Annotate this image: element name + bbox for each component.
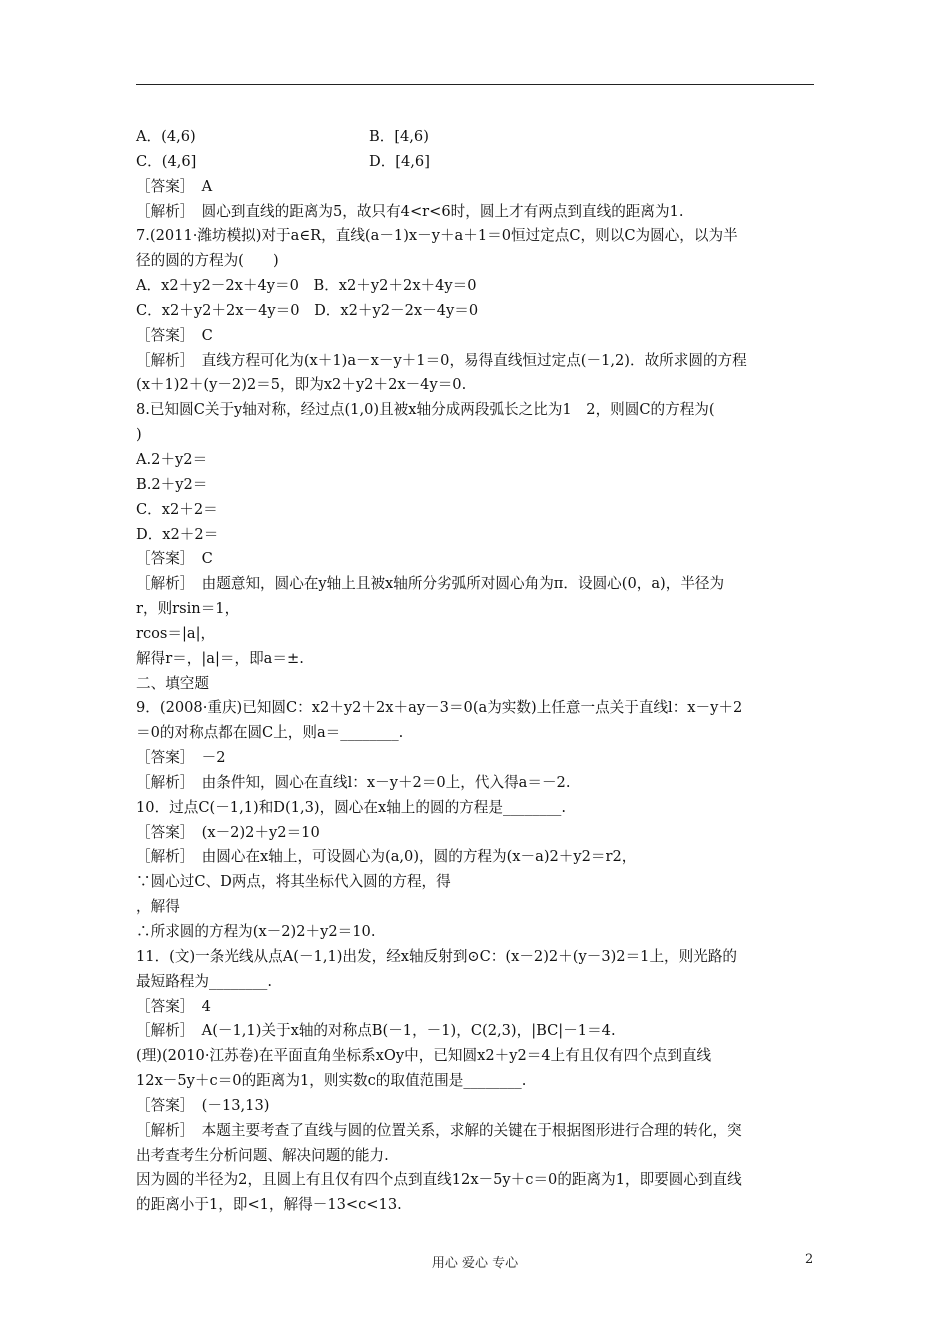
text-line: ，解得 — [136, 898, 180, 916]
text-line: rcos＝|a|， — [136, 624, 216, 642]
text-line: 因为圆的半径为2，且圆上有且仅有四个点到直线12x－5y＋c＝0的距离为1，即要圆心到直线 — [136, 1171, 742, 1189]
text-line: 9．(2008·重庆)已知圆C：x2＋y2＋2x＋ay－3＝0(a为实数)上任意一点关于直线l：x－y＋2 — [136, 699, 743, 717]
text-line: ［答案］ C — [136, 550, 213, 568]
text-line: C．x2＋2＝ — [136, 500, 218, 518]
text-line: ［解析］ A(－1,1)关于x轴的对称点B(－1，－1)，C(2,3)，|BC|－1＝4. — [136, 1022, 616, 1040]
text-line: ［解析］ 由条件知，圆心在直线l：x－y＋2＝0上，代入得a＝－2. — [136, 773, 571, 791]
text-line: r，则rsin＝1， — [136, 600, 240, 618]
text-line: 11．(文)一条光线从点A(－1,1)出发，经x轴反射到⊙C：(x－2)2＋(y－3)2＝1上，则光路的 — [136, 947, 738, 965]
text-line: B.2＋y2＝ — [136, 475, 208, 493]
text-line: ［答案］ (－13,13) — [136, 1096, 270, 1114]
text-line: ) — [136, 426, 142, 444]
text-line: (x＋1)2＋(y－2)2＝5，即为x2＋y2＋2x－4y＝0. — [136, 376, 467, 394]
text-line: D．x2＋2＝ — [136, 525, 219, 543]
text-line: ［解析］ 本题主要考查了直线与圆的位置关系，求解的关键在于根据图形进行合理的转化，突 — [136, 1121, 742, 1139]
text-line: ［解析］ 圆心到直线的距离为5，故只有4<r<6时，圆上才有两点到直线的距离为1. — [136, 202, 684, 220]
option-d: D．[4,6] — [369, 152, 430, 170]
section-heading: 二、填空题 — [136, 674, 209, 692]
text-line: ［解析］ 由圆心在x轴上，可设圆心为(a,0)，圆的方程为(x－a)2＋y2＝r2， — [136, 848, 637, 866]
page-footer: 用心 爱心 专心 — [431, 1256, 519, 1271]
text-line: ［解析］ 直线方程可化为(x＋1)a－x－y＋1＝0，易得直线恒过定点(－1,2)．故所求圆的方程 — [136, 351, 747, 369]
page-number: 2 — [805, 1252, 814, 1267]
text-line: 最短路程为________. — [136, 972, 272, 990]
text-line: ［答案］ A — [136, 177, 213, 195]
text-line: ＝0的对称点都在圆C上，则a＝________. — [136, 724, 404, 742]
header-rule — [136, 84, 814, 85]
option-b: B．[4,6) — [369, 128, 429, 145]
text-line: A.2＋y2＝ — [136, 450, 208, 468]
text-line: 出考查考生分析问题、解决问题的能力. — [136, 1146, 389, 1164]
text-line: 10．过点C(－1,1)和D(1,3)，圆心在x轴上的圆的方程是________. — [136, 798, 566, 816]
text-line: 12x－5y＋c＝0的距离为1，则实数c的取值范围是________. — [136, 1072, 527, 1090]
options-row-2 — [136, 150, 816, 175]
text-line: ［解析］ 由题意知，圆心在y轴上且被x轴所分劣弧所对圆心角为π．设圆心(0，a)，半径为 — [136, 575, 725, 593]
text-line: 解得r＝，|a|＝，即a＝±. — [136, 649, 304, 667]
document-body — [136, 125, 816, 1218]
options-row-1 — [136, 125, 816, 150]
option-c: C．(4,6] — [136, 152, 197, 170]
option-a: A．(4,6) — [136, 128, 196, 145]
text-line: ∴所求圆的方程为(x－2)2＋y2＝10. — [136, 923, 376, 940]
text-line: ［答案］ －2 — [136, 749, 226, 767]
text-line: C．x2＋y2＋2x－4y＝0 D．x2＋y2－2x－4y＝0 — [136, 301, 479, 319]
text-line: 8.已知圆C关于y轴对称，经过点(1,0)且被x轴分成两段弧长之比为1 2，则圆C的方程为( — [136, 401, 715, 419]
text-line: 径的圆的方程为( ) — [136, 252, 279, 270]
text-line: 7.(2011·潍坊模拟)对于a∈R，直线(a－1)x－y＋a＋1＝0恒过定点C，则以C为圆心，以为半 — [136, 227, 738, 245]
text-line: 的距离小于1，即<1，解得－13<c<13. — [136, 1196, 402, 1214]
text-line: ［答案］ C — [136, 326, 213, 344]
text-line: ［答案］ 4 — [136, 997, 211, 1015]
text-line: ［答案］ (x－2)2＋y2＝10 — [136, 823, 320, 841]
text-line: A．x2＋y2－2x＋4y＝0 B．x2＋y2＋2x＋4y＝0 — [136, 277, 477, 295]
text-line: ∵圆心过C、D两点，将其坐标代入圆的方程，得 — [136, 873, 451, 891]
text-line: (理)(2010·江苏卷)在平面直角坐标系xOy中，已知圆x2＋y2＝4上有且仅有四个点到直线 — [136, 1047, 712, 1065]
